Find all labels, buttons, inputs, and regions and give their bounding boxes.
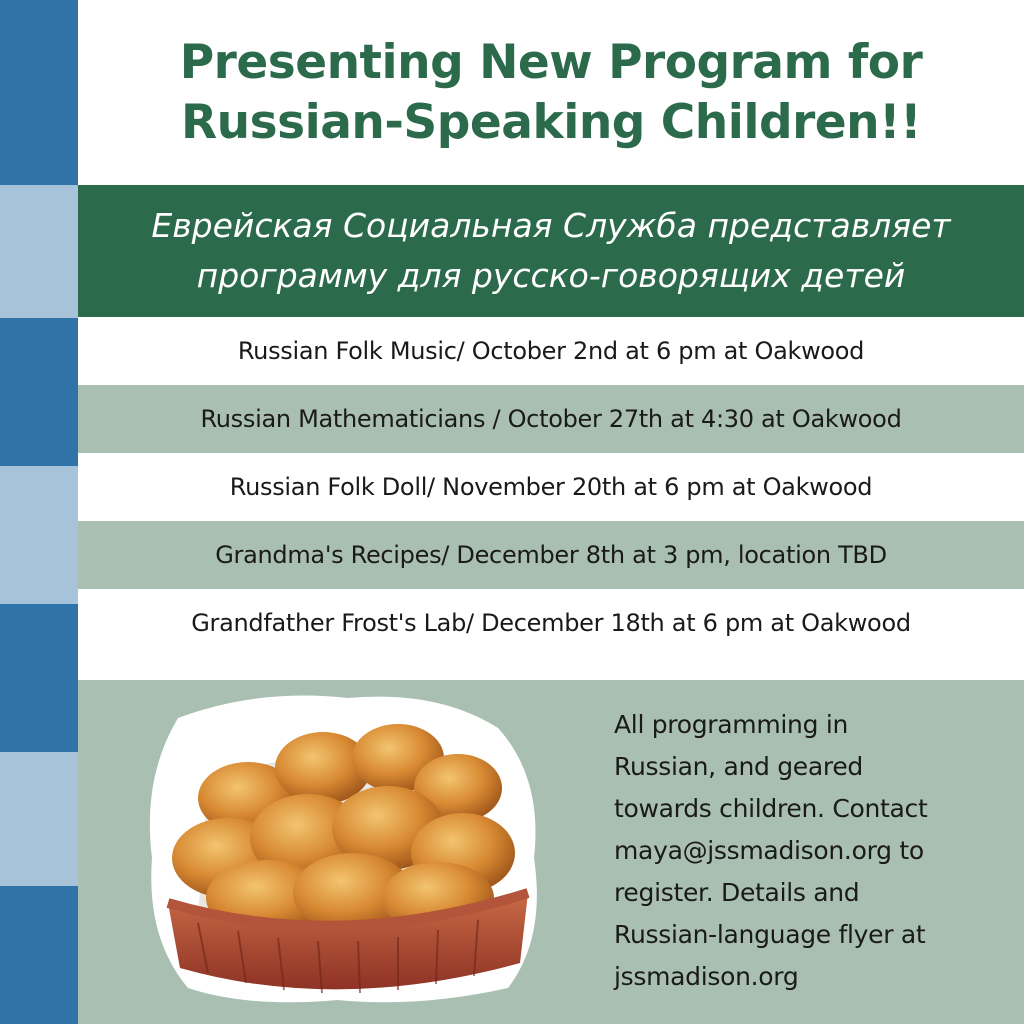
russian-subtitle-banner bbox=[78, 185, 1024, 317]
flyer bbox=[78, 0, 1024, 1024]
info-line: Russian-language flyer at bbox=[614, 920, 926, 949]
info-line: All programming in bbox=[614, 710, 849, 739]
event-row: Grandma's Recipes/ December 8th at 3 pm, location TBD bbox=[78, 521, 1024, 589]
event-row: Grandfather Frost's Lab/ December 18th at 6 pm at Oakwood bbox=[78, 589, 1024, 657]
program-info-text bbox=[614, 704, 1014, 998]
event-schedule bbox=[78, 317, 1024, 657]
title-line-2: Russian-Speaking Children!! bbox=[180, 94, 921, 150]
basket-of-pirozhki-image bbox=[138, 688, 550, 1006]
info-line: register. Details and bbox=[614, 878, 860, 907]
stripe-light bbox=[0, 466, 78, 604]
event-row: Russian Mathematicians / October 27th at 4:30 at Oakwood bbox=[78, 385, 1024, 453]
stripe-dark bbox=[0, 0, 78, 185]
stripe-light bbox=[0, 752, 78, 886]
stripe-dark bbox=[0, 318, 78, 466]
website-link[interactable]: jssmadison.org bbox=[614, 962, 799, 991]
contact-email[interactable]: maya@jssmadison.org to bbox=[614, 836, 924, 865]
subtitle-line-2: программу для русско-говорящих детей bbox=[196, 256, 906, 295]
stripe-dark bbox=[0, 604, 78, 752]
info-section bbox=[78, 680, 1024, 1024]
event-row: Russian Folk Doll/ November 20th at 6 pm at Oakwood bbox=[78, 453, 1024, 521]
flyer-title bbox=[78, 0, 1024, 185]
info-line: Russian, and geared bbox=[614, 752, 863, 781]
title-line-1: Presenting New Program for bbox=[179, 34, 923, 90]
left-stripe-bar bbox=[0, 0, 78, 1024]
stripe-dark bbox=[0, 886, 78, 1024]
event-row: Russian Folk Music/ October 2nd at 6 pm at Oakwood bbox=[78, 317, 1024, 385]
subtitle-line-1: Еврейская Социальная Служба представляет bbox=[151, 206, 951, 245]
stripe-light bbox=[0, 185, 78, 318]
info-line: towards children. Contact bbox=[614, 794, 928, 823]
